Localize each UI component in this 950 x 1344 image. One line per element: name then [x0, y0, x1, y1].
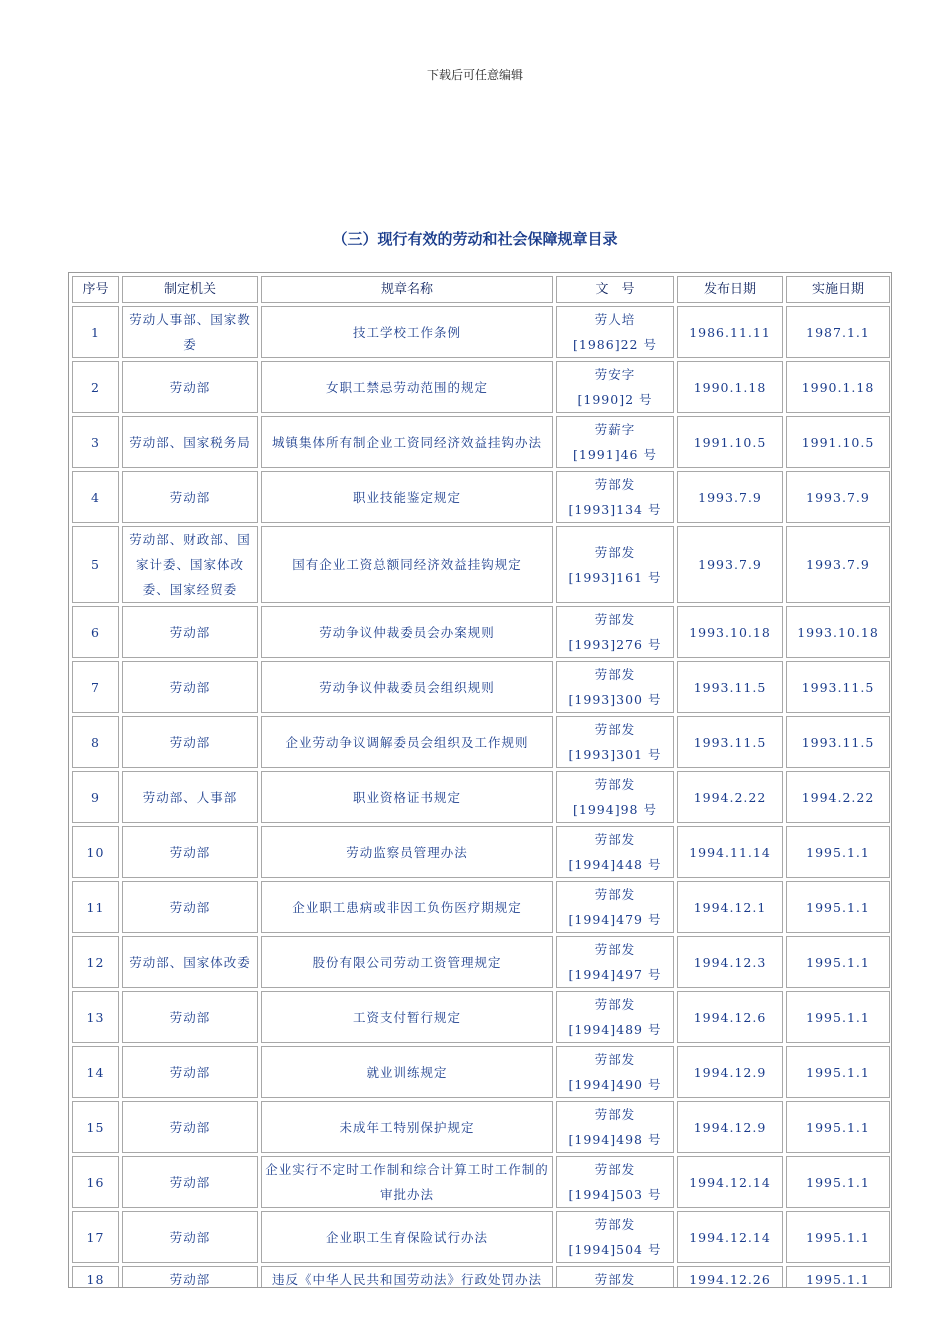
doc-number: [1993]134 号: [568, 502, 662, 517]
cell-no: 15: [72, 1101, 119, 1153]
cell-doc: [556, 771, 674, 823]
regulations-table: [69, 273, 892, 1288]
page-title: （三）现行有效的劳动和社会保障规章目录: [332, 230, 618, 248]
cell-eff-date: 1995.1.1: [786, 1266, 890, 1288]
doc-prefix: 劳部发: [594, 1052, 636, 1067]
cell-eff-date: 1995.1.1: [786, 1046, 890, 1098]
cell-eff-date: 1994.2.22: [786, 771, 890, 823]
doc-prefix: 劳人培: [594, 312, 636, 327]
table-row: [72, 1101, 890, 1153]
cell-doc: [556, 606, 674, 658]
cell-name: 股份有限公司劳动工资管理规定: [261, 936, 553, 988]
doc-prefix: 劳部发: [594, 667, 636, 682]
doc-prefix: 劳部发: [594, 544, 636, 560]
cell-name: 女职工禁忌劳动范围的规定: [261, 361, 553, 413]
cell-eff-date: 1993.7.9: [786, 526, 890, 603]
doc-prefix: 劳部发: [594, 777, 636, 792]
cell-org: 劳动部: [122, 661, 258, 713]
cell-eff-date: 1990.1.18: [786, 361, 890, 413]
table-row: [72, 471, 890, 523]
cell-org: 劳动部、人事部: [122, 771, 258, 823]
cell-doc: [556, 361, 674, 413]
table-row: [72, 1211, 890, 1263]
table-row: [72, 881, 890, 933]
cell-name: 劳动争议仲裁委员会组织规则: [261, 661, 553, 713]
cell-no: 9: [72, 771, 119, 823]
cell-no: 2: [72, 361, 119, 413]
doc-prefix: 劳部发: [594, 832, 636, 847]
doc-number: [1994]489 号: [568, 1022, 662, 1037]
cell-pub-date: 1994.12.26: [677, 1266, 783, 1288]
cell-eff-date: 1995.1.1: [786, 881, 890, 933]
column-header-pub-date: 发布日期: [677, 276, 783, 303]
doc-prefix: 劳部发: [594, 942, 636, 957]
cell-no: 7: [72, 661, 119, 713]
cell-name: 企业职工患病或非因工负伤医疗期规定: [261, 881, 553, 933]
cell-no: 16: [72, 1156, 119, 1208]
doc-number: [1993]276 号: [568, 637, 662, 652]
cell-name: 企业劳动争议调解委员会组织及工作规则: [261, 716, 553, 768]
cell-name: 城镇集体所有制企业工资同经济效益挂钩办法: [261, 416, 553, 468]
cell-no: 11: [72, 881, 119, 933]
cell-org: 劳动部: [122, 1266, 258, 1288]
cell-doc: [556, 1211, 674, 1263]
cell-pub-date: 1986.11.11: [677, 306, 783, 358]
table-header-row: [72, 276, 890, 303]
doc-prefix: 劳部发: [594, 722, 636, 737]
cell-pub-date: 1990.1.18: [677, 361, 783, 413]
cell-no: 14: [72, 1046, 119, 1098]
cell-pub-date: 1993.11.5: [677, 661, 783, 713]
cell-org: 劳动部、国家税务局: [122, 416, 258, 468]
column-header-eff-date: 实施日期: [786, 276, 890, 303]
cell-eff-date: 1995.1.1: [786, 826, 890, 878]
cell-eff-date: 1995.1.1: [786, 1101, 890, 1153]
regulations-table-container: [68, 272, 892, 1288]
cell-name: 未成年工特别保护规定: [261, 1101, 553, 1153]
cell-doc: [556, 1046, 674, 1098]
cell-pub-date: 1993.11.5: [677, 716, 783, 768]
cell-org: 劳动部、国家体改委: [122, 936, 258, 988]
doc-number: [1994]503 号: [568, 1187, 662, 1202]
table-row: [72, 1156, 890, 1208]
cell-doc: [556, 1266, 674, 1288]
cell-name: 职业技能鉴定规定: [261, 471, 553, 523]
cell-org: 劳动部: [122, 471, 258, 523]
table-row: [72, 416, 890, 468]
cell-name: 技工学校工作条例: [261, 306, 553, 358]
doc-prefix: 劳部发: [594, 1217, 636, 1232]
cell-doc: [556, 471, 674, 523]
cell-eff-date: 1993.11.5: [786, 661, 890, 713]
doc-number: [1994]479 号: [568, 912, 662, 927]
cell-eff-date: 1987.1.1: [786, 306, 890, 358]
header-note: 下载后可任意编辑: [426, 68, 523, 82]
cell-org: 劳动部: [122, 826, 258, 878]
doc-prefix: 劳部发: [594, 1272, 636, 1287]
cell-org: 劳动部: [122, 991, 258, 1043]
column-header-no: 序号: [72, 276, 119, 303]
doc-prefix: 劳部发: [594, 997, 636, 1012]
cell-no: 8: [72, 716, 119, 768]
cell-doc: [556, 881, 674, 933]
cell-pub-date: 1991.10.5: [677, 416, 783, 468]
doc-number: [1994]504 号: [568, 1242, 662, 1257]
cell-pub-date: 1994.12.6: [677, 991, 783, 1043]
doc-number: [1993]301 号: [568, 747, 662, 762]
cell-eff-date: 1995.1.1: [786, 1211, 890, 1263]
cell-no: 4: [72, 471, 119, 523]
cell-org: 劳动部: [122, 1156, 258, 1208]
cell-pub-date: 1994.12.14: [677, 1211, 783, 1263]
cell-name: 国有企业工资总额同经济效益挂钩规定: [261, 526, 553, 603]
table-row: [72, 936, 890, 988]
table-row: [72, 526, 890, 603]
table-row: [72, 606, 890, 658]
cell-doc: [556, 416, 674, 468]
cell-no: 6: [72, 606, 119, 658]
cell-eff-date: 1995.1.1: [786, 1156, 890, 1208]
cell-eff-date: 1993.7.9: [786, 471, 890, 523]
table-row: [72, 826, 890, 878]
column-header-org: 制定机关: [122, 276, 258, 303]
cell-eff-date: 1995.1.1: [786, 991, 890, 1043]
cell-no: 1: [72, 306, 119, 358]
cell-org: 劳动部: [122, 716, 258, 768]
doc-prefix: 劳部发: [594, 477, 636, 492]
cell-doc: [556, 716, 674, 768]
cell-doc: [556, 1101, 674, 1153]
doc-prefix: 劳安字: [594, 367, 636, 382]
table-row: [72, 771, 890, 823]
cell-pub-date: 1994.12.3: [677, 936, 783, 988]
doc-number: [1994]490 号: [568, 1077, 662, 1092]
doc-number: [1994]498 号: [568, 1132, 662, 1147]
cell-no: 12: [72, 936, 119, 988]
table-row: [72, 1266, 890, 1288]
cell-pub-date: 1993.7.9: [677, 471, 783, 523]
cell-no: 10: [72, 826, 119, 878]
doc-number: [1993]161 号: [568, 569, 662, 585]
cell-pub-date: 1994.11.14: [677, 826, 783, 878]
doc-number: [1994]497 号: [568, 967, 662, 982]
cell-no: 18: [72, 1266, 119, 1288]
cell-name: 工资支付暂行规定: [261, 991, 553, 1043]
cell-eff-date: 1995.1.1: [786, 936, 890, 988]
cell-name: 就业训练规定: [261, 1046, 553, 1098]
table-row: [72, 306, 890, 358]
cell-org: 劳动部: [122, 1211, 258, 1263]
cell-pub-date: 1994.2.22: [677, 771, 783, 823]
doc-prefix: 劳部发: [594, 1162, 636, 1177]
cell-pub-date: 1994.12.14: [677, 1156, 783, 1208]
cell-org: 劳动人事部、国家教委: [122, 306, 258, 358]
cell-doc: [556, 526, 674, 603]
cell-doc: [556, 661, 674, 713]
cell-name: 企业实行不定时工作制和综合计算工时工作制的审批办法: [261, 1156, 553, 1208]
table-row: [72, 361, 890, 413]
doc-number: [1990]2 号: [577, 392, 653, 407]
table-row: [72, 661, 890, 713]
cell-name: 企业职工生育保险试行办法: [261, 1211, 553, 1263]
cell-pub-date: 1994.12.9: [677, 1046, 783, 1098]
doc-number: [1994]448 号: [568, 857, 662, 872]
cell-org: 劳动部: [122, 606, 258, 658]
cell-doc: [556, 306, 674, 358]
cell-org: 劳动部: [122, 1101, 258, 1153]
cell-name: 违反《中华人民共和国劳动法》行政处罚办法: [261, 1266, 553, 1288]
doc-prefix: 劳薪字: [594, 422, 636, 437]
cell-doc: [556, 826, 674, 878]
doc-number: [1991]46 号: [573, 447, 657, 462]
cell-name: 劳动争议仲裁委员会办案规则: [261, 606, 553, 658]
cell-doc: [556, 991, 674, 1043]
column-header-name: 规章名称: [261, 276, 553, 303]
cell-no: 5: [72, 526, 119, 603]
cell-org: 劳动部: [122, 1046, 258, 1098]
doc-number: [1993]300 号: [568, 692, 662, 707]
cell-no: 3: [72, 416, 119, 468]
table-row: [72, 716, 890, 768]
doc-number: [1994]98 号: [573, 802, 657, 817]
doc-prefix: 劳部发: [594, 612, 636, 627]
table-row: [72, 991, 890, 1043]
cell-doc: [556, 936, 674, 988]
cell-pub-date: 1993.7.9: [677, 526, 783, 603]
cell-doc: [556, 1156, 674, 1208]
cell-pub-date: 1994.12.9: [677, 1101, 783, 1153]
cell-org: 劳动部: [122, 881, 258, 933]
table-row: [72, 1046, 890, 1098]
cell-pub-date: 1994.12.1: [677, 881, 783, 933]
cell-eff-date: 1991.10.5: [786, 416, 890, 468]
cell-eff-date: 1993.10.18: [786, 606, 890, 658]
cell-name: 职业资格证书规定: [261, 771, 553, 823]
cell-name: 劳动监察员管理办法: [261, 826, 553, 878]
cell-no: 17: [72, 1211, 119, 1263]
doc-prefix: 劳部发: [594, 887, 636, 902]
cell-org: 劳动部: [122, 361, 258, 413]
column-header-doc: 文 号: [556, 276, 674, 303]
cell-eff-date: 1993.11.5: [786, 716, 890, 768]
cell-no: 13: [72, 991, 119, 1043]
doc-number: [1986]22 号: [573, 337, 657, 352]
cell-org: 劳动部、财政部、国家计委、国家体改委、国家经贸委: [122, 526, 258, 603]
cell-pub-date: 1993.10.18: [677, 606, 783, 658]
doc-prefix: 劳部发: [594, 1107, 636, 1122]
